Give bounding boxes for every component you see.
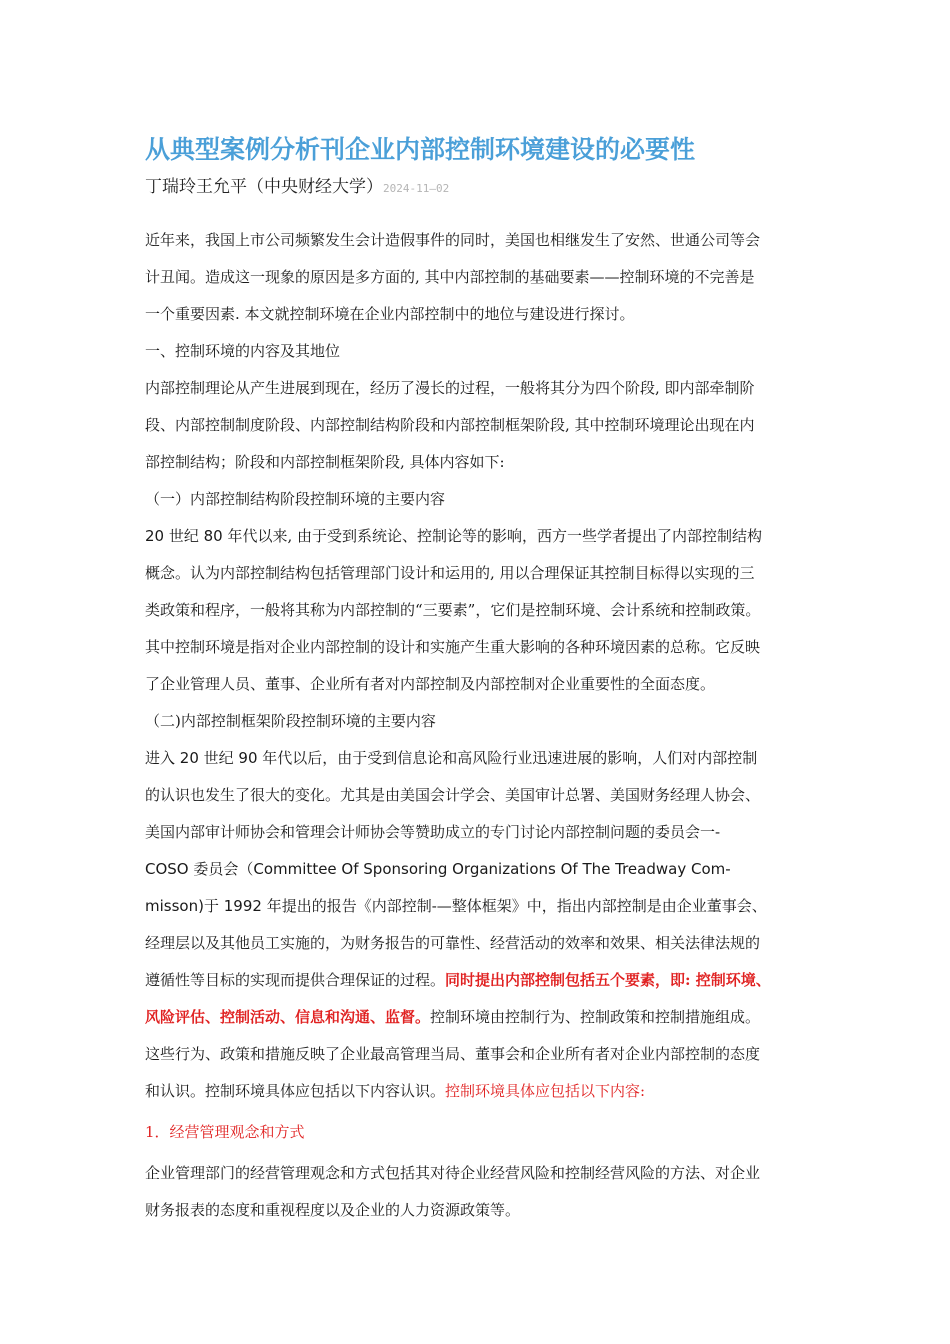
text-line: 这些行为、政策和措施反映了企业最高管理当局、董事会和企业所有者对企业内部控制的态度 — [145, 1045, 761, 1063]
text-run: 和认识。控制环境具体应包括以下内容认识。 — [145, 1082, 446, 1100]
text-line: 的认识也发生了很大的变化。尤其是由美国会计学会、美国审计总署、美国财务经理人协会、 — [145, 786, 761, 804]
number-text: 20 — [145, 527, 165, 545]
highlighted-text: 风险评估、控制活动、信息和沟通、监督。 — [145, 1008, 431, 1026]
highlighted-text: 控制环境具体应包括以下内容: — [445, 1082, 646, 1100]
number-text: 1992 — [223, 897, 262, 915]
text-line: 经理层以及其他员工实施的，为财务报告的可靠性、经营活动的效率和效果、相关法律法规的 — [145, 934, 761, 952]
text-run: 年提出的报告《内部控制-—整体框架》中，指出内部控制是由企业董事会、 — [261, 897, 767, 915]
text-run: 世纪 — [164, 527, 204, 545]
highlighted-text: 同时提出内部控制包括五个要素，即: 控制环境、 — [445, 971, 771, 989]
text-run: 世纪 — [198, 749, 239, 767]
text-run: 于 — [203, 897, 224, 915]
text-line: 概念。认为内部控制结构包括管理部门设计和运用的, 用以合理保证其控制目标得以实现的三 — [145, 564, 755, 582]
text-run: 年代以来, 由于受到系统论、控制论等的影响，西方一些学者提出了内部控制结构 — [222, 527, 763, 545]
text-line: 计丑闻。造成这一现象的原因是多方面的, 其中内部控制的基础要素——控制环境的不完善是 — [145, 268, 755, 286]
text-line — [145, 1073, 845, 1110]
text-run: COSO — [145, 860, 189, 878]
text-line — [145, 740, 845, 777]
text-line: 其中控制环境是指对企业内部控制的设计和实施产生重大影响的各种环境因素的总称。它反映 — [145, 638, 761, 656]
text-line: 企业管理部门的经营管理观念和方式包括其对待企业经营风险和控制经营风险的方法、对企业 — [145, 1164, 761, 1182]
section1-paragraph — [145, 370, 845, 481]
item1-paragraph — [145, 1155, 845, 1229]
sub2-heading: （二)内部控制框架阶段控制环境的主要内容 — [145, 712, 436, 730]
text-line: 一个重要因素. 本文就控制环境在企业内部控制中的地位与建设进行探讨。 — [145, 305, 635, 323]
text-run: 进入 — [145, 749, 180, 767]
text-run: Committee Of Sponsoring Organizations Of The Treadway Com- — [253, 860, 731, 878]
text-line: 类政策和程序，一般将其称为内部控制的“三要素”，它们是控制环境、会计系统和控制政策。 — [145, 601, 761, 619]
article-date: 2024-11—02 — [383, 182, 450, 195]
sub2-paragraph — [145, 740, 845, 1110]
text-line — [145, 888, 845, 925]
text-line — [145, 851, 845, 888]
text-line: 近年来，我国上市公司频繁发生会计造假事件的同时，美国也相继发生了安然、世通公司等会 — [145, 231, 761, 249]
text-run: misson) — [145, 897, 204, 915]
text-line — [145, 518, 845, 555]
article-title: 从典型案例分析刊企业内部控制环境建设的必要性 — [145, 135, 696, 164]
article-authors: 丁瑞玲王允平（中央财经大学） — [145, 177, 383, 197]
text-run: 控制环境由控制行为、控制政策和控制措施组成。 — [430, 1008, 761, 1026]
text-line — [145, 999, 845, 1036]
section1-heading: 一、控制环境的内容及其地位 — [145, 342, 341, 360]
text-line: 内部控制理论从产生进展到现在，经历了漫长的过程，一般将其分为四个阶段, 即内部牵制阶 — [145, 379, 755, 397]
text-line: 部控制结构；阶段和内部控制框架阶段, 具体内容如下: — [145, 453, 505, 471]
text-line: 财务报表的态度和重视程度以及企业的人力资源政策等。 — [145, 1201, 521, 1219]
sub1-paragraph — [145, 518, 845, 703]
number-text: 20 — [179, 749, 199, 767]
intro-paragraph — [145, 222, 845, 333]
text-line: 美国内部审计师协会和管理会计师协会等赞助成立的专门讨论内部控制问题的委员会一- — [145, 823, 721, 841]
text-line: 段、内部控制制度阶段、内部控制结构阶段和内部控制框架阶段, 其中控制环境理论出现在内 — [145, 416, 755, 434]
text-run: 年代以后，由于受到信息论和高风险行业迅速进展的影响，人们对内部控制 — [257, 749, 758, 767]
text-run: 委员会（ — [188, 860, 254, 878]
text-run: 遵循性等目标的实现而提供合理保证的过程。 — [145, 971, 446, 989]
article-byline — [145, 172, 845, 204]
document-page — [145, 128, 845, 1229]
number-text: 90 — [238, 749, 258, 767]
text-line — [145, 962, 845, 999]
item1-heading: 1．经营管理观念和方式 — [145, 1123, 305, 1141]
text-line: 了企业管理人员、董事、企业所有者对内部控制及内部控制对企业重要性的全面态度。 — [145, 675, 716, 693]
sub1-heading: （一）内部控制结构阶段控制环境的主要内容 — [145, 490, 446, 508]
number-text: 80 — [203, 527, 223, 545]
